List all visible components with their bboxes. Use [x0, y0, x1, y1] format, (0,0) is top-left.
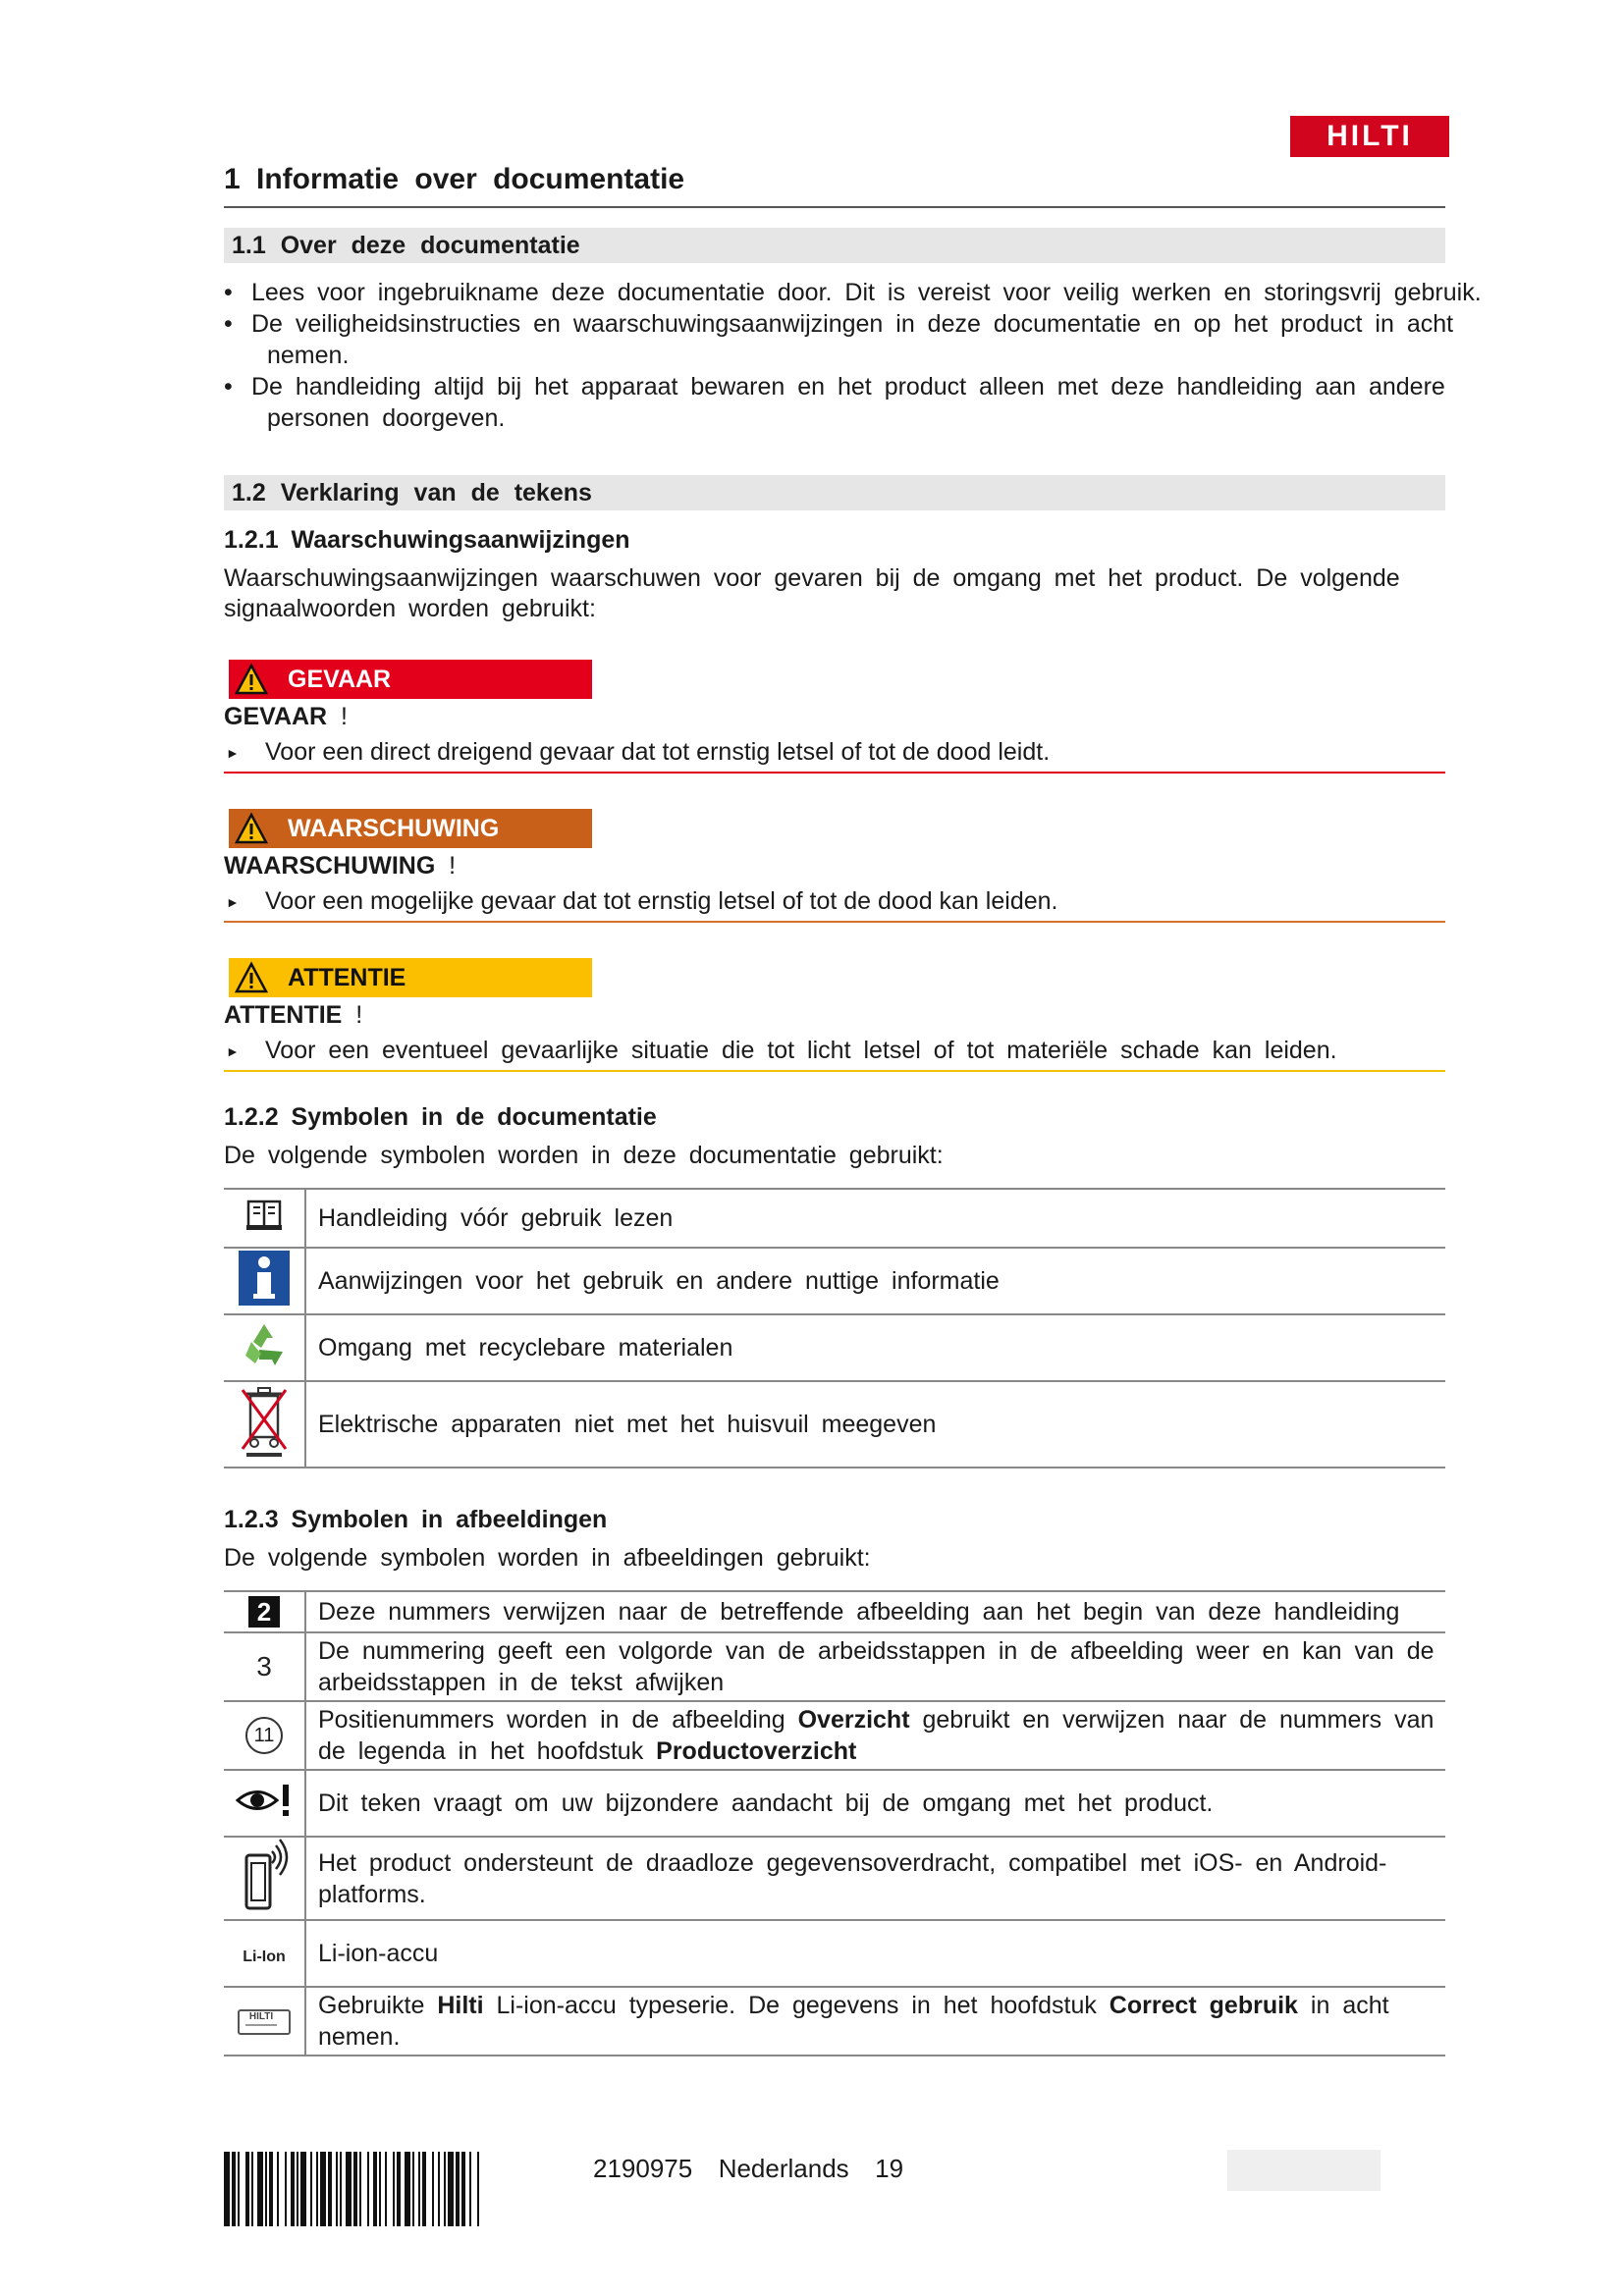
table-row: 3 De nummering geeft een volgorde van de arbeidsstappen in de afbeelding weer en kan van de arbeidsstappen in de tekst afwijken: [224, 1632, 1445, 1701]
section-1-heading: 1 Informatie over documentatie: [224, 163, 1445, 208]
section-1-2-1-heading: 1.2.1 Waarschuwingsaanwijzingen: [224, 526, 630, 554]
arrow-icon: ►: [226, 1043, 240, 1059]
list-item: • De veiligheidsinstructies en waarschuwingsaanwijzingen in deze documentatie en op het product in acht nemen.: [224, 310, 1454, 369]
section-1-2-3-heading: 1.2.3 Symbolen in afbeeldingen: [224, 1506, 608, 1533]
wireless-phone-icon: [239, 1838, 290, 1912]
hilti-logo: [1290, 116, 1449, 157]
caution-word: ATTENTIE !: [224, 1001, 363, 1029]
recycle-icon: [238, 1318, 291, 1371]
info-icon: [239, 1251, 290, 1306]
table-row: Li-Ion Li-ion-accu: [224, 1920, 1445, 1987]
warning-triangle-icon: [235, 961, 268, 994]
section-1-2-2-heading: 1.2.2 Symbolen in de documentatie: [224, 1103, 657, 1131]
li-ion-icon: Li-Ion: [243, 1948, 286, 1965]
figure-symbols-intro: De volgende symbolen worden in afbeeldingen gebruikt:: [224, 1544, 871, 1572]
section-1-2-heading: 1.2 Verklaring van de tekens: [224, 475, 1445, 510]
doc-number: 2190975: [593, 2154, 693, 2183]
barcode-icon: [224, 2152, 564, 2226]
arrow-icon: ►: [226, 745, 240, 761]
figure-symbols-table: [224, 1590, 1445, 2056]
warning-description: ► Voor een mogelijke gevaar dat tot ernstig letsel of tot de dood kan leiden.: [224, 887, 1445, 923]
table-row: Omgang met recyclebare materialen: [224, 1314, 1445, 1381]
warnings-intro: Waarschuwingsaanwijzingen waarschuwen voor gevaren bij de omgang met het product. De volgende signaalwoorden worden gebruikt:: [224, 564, 1400, 622]
step-number-icon: 3: [256, 1651, 272, 1682]
table-row: HILTI Gebruikte Hilti Li-ion-accu typeserie. De gegevens in het hoofdstuk Correct gebruik in acht nemen.: [224, 1987, 1445, 2056]
book-icon: [244, 1198, 284, 1233]
table-row: Dit teken vraagt om uw bijzondere aandacht bij de omgang met het product.: [224, 1770, 1445, 1837]
table-row: Het product ondersteunt de draadloze gegevensoverdracht, compatibel met iOS- en Android-platforms.: [224, 1837, 1445, 1920]
danger-description: ► Voor een direct dreigend gevaar dat tot ernstig letsel of tot de dood leidt.: [224, 738, 1445, 774]
language: Nederlands: [718, 2154, 849, 2183]
warning-label: WAARSCHUWING: [229, 809, 592, 848]
battery-series-icon: HILTI: [238, 2009, 291, 2035]
footer-box: [1227, 2150, 1380, 2191]
eye-attention-icon: [236, 1782, 293, 1819]
position-number-icon: 11: [245, 1717, 283, 1754]
list-item: • De handleiding altijd bij het apparaat bewaren en het product alleen met deze handleiding aan andere personen doorgeven.: [224, 373, 1445, 432]
danger-label: GEVAAR: [229, 660, 592, 699]
page-number: 19: [875, 2154, 904, 2183]
warning-word: WAARSCHUWING !: [224, 852, 457, 880]
doc-symbols-table: [224, 1188, 1445, 1468]
table-row: 2 Deze nummers verwijzen naar de betreffende afbeelding aan het begin van deze handleiding: [224, 1591, 1445, 1632]
table-row: Elektrische apparaten niet met het huisvuil meegeven: [224, 1381, 1445, 1468]
table-row: Aanwijzingen voor het gebruik en andere nuttige informatie: [224, 1248, 1445, 1314]
doc-symbols-intro: De volgende symbolen worden in deze documentatie gebruikt:: [224, 1142, 944, 1169]
list-item: • Lees voor ingebruikname deze documentatie door. Dit is vereist voor veilig werken en storingsvrij gebruik.: [224, 279, 1482, 306]
table-row: 11 Positienummers worden in de afbeelding Overzicht gebruikt en verwijzen naar de nummers van de legenda in het hoofdstuk Productoverzicht: [224, 1701, 1445, 1770]
section-1-1-heading: 1.1 Over deze documentatie: [224, 228, 1445, 263]
bin-crossed-icon: [239, 1384, 290, 1459]
footer: [593, 2154, 903, 2184]
danger-word: GEVAAR !: [224, 703, 348, 730]
warning-triangle-icon: [235, 663, 268, 696]
logo-text: HILTI: [1326, 120, 1413, 152]
warning-triangle-icon: [235, 812, 268, 845]
figure-number-icon: 2: [248, 1596, 280, 1628]
arrow-icon: ►: [226, 894, 240, 910]
bullet-list: [224, 277, 1579, 434]
caution-label: ATTENTIE: [229, 958, 592, 997]
caution-description: ► Voor een eventueel gevaarlijke situatie die tot licht letsel of tot materiële schade kan leiden.: [224, 1037, 1445, 1072]
table-row: Handleiding vóór gebruik lezen: [224, 1189, 1445, 1248]
